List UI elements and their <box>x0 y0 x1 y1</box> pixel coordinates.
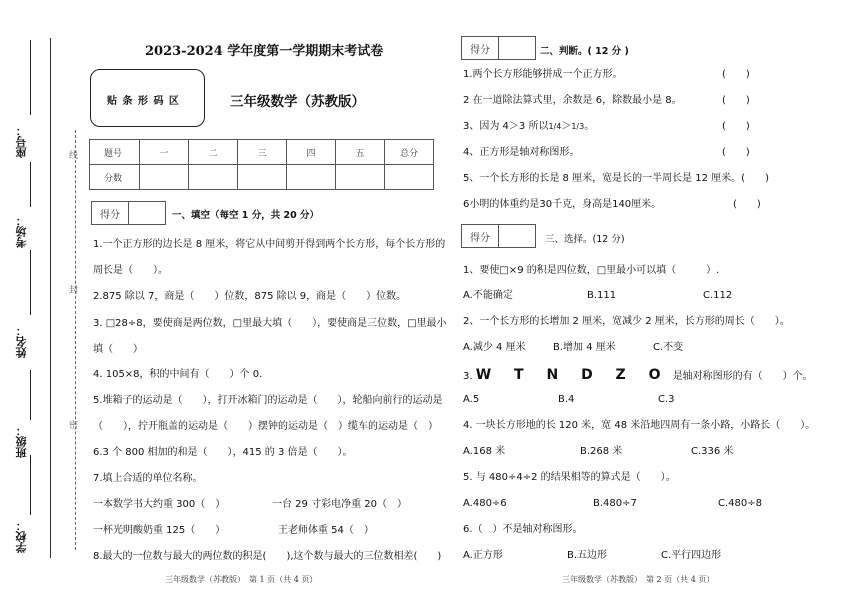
score-table <box>89 139 434 190</box>
judge-paren[interactable]: ( ) <box>722 147 750 158</box>
table-cell[interactable] <box>385 165 434 190</box>
choice-question: 6.（ ）不是轴对称图形。 <box>463 524 583 535</box>
judge-paren[interactable]: ( ) <box>733 199 761 210</box>
question-line: 8.最大的一位数与最大的两位数的积是( ),这个数与最大的三位数相差( ) <box>93 551 442 562</box>
seal-secret-text: 密 <box>67 420 77 429</box>
score-table-score-row <box>90 165 434 190</box>
fraction: 1/3 <box>571 122 585 131</box>
room-underline <box>30 162 31 207</box>
question-line: 1.一个正方形的边长是 8 厘米，将它从中间剪开得到两个长方形，每个长方形的 <box>93 239 446 250</box>
question-line: 周长是（ ）。 <box>93 265 168 276</box>
barcode-area <box>90 69 205 127</box>
choice-option[interactable]: B.268 米 <box>580 446 623 457</box>
choice-option[interactable]: B.111 <box>587 290 617 301</box>
score-box-label: 得分 <box>462 225 499 247</box>
judge-paren[interactable]: ( ) <box>722 69 750 80</box>
score-box-blank[interactable] <box>499 37 535 59</box>
choice-option[interactable]: B.五边形 <box>567 550 608 561</box>
judge-item: 5、一个长方形的长是 8 厘米，宽是长的一半周长是 12 厘米。( ) <box>463 173 769 184</box>
unit-item: 一台 29 寸彩电净重 20（ ） <box>272 499 407 510</box>
table-cell: 四 <box>287 140 336 165</box>
choice-option[interactable]: B.480÷7 <box>593 498 637 509</box>
page-footer-right: 三年级数学（苏教版） 第 2 页（共 4 页） <box>562 575 715 584</box>
score-box-label: 得分 <box>92 202 129 224</box>
table-cell: 三 <box>238 140 287 165</box>
letters-display: W T N D Z O <box>475 367 670 383</box>
choice-option[interactable]: A.480÷6 <box>463 498 507 509</box>
section2-heading: 二、判断。( 12 分 ) <box>540 46 629 57</box>
table-cell: 题号 <box>90 140 140 165</box>
table-cell[interactable] <box>287 165 336 190</box>
class-underline <box>30 370 31 420</box>
question-number: 3. <box>463 371 473 382</box>
judge-item: 3、因为 4＞3 所以1/4＞1/3。 <box>463 121 595 132</box>
question-line: 4. 105×8，积的中间有（ ）个 0. <box>93 369 263 380</box>
page-footer-left: 三年级数学（苏教版） 第 1 页（共 4 页） <box>165 575 318 584</box>
choice-option[interactable]: A.正方形 <box>463 550 503 561</box>
judge-paren[interactable]: ( ) <box>722 121 750 132</box>
choice-question: 5. 与 480÷4÷2 的结果相等的算式是（ ）。 <box>463 472 676 483</box>
subject-title: 三年级数学（苏教版） <box>230 94 365 110</box>
score-box-section2 <box>461 36 536 60</box>
question-line: 3. □28÷8，要使商是两位数，□里最大填（ ），要使商是三位数，□里最小 <box>93 318 447 329</box>
judge-item: 6小明的体重约是30千克，身高是140厘米。 <box>463 199 662 210</box>
table-cell: 总分 <box>385 140 434 165</box>
binding-line-dashed <box>75 130 76 550</box>
question-line: （ ），拧开瓶盖的运动是（ ）摆钟的运动是（ ）缆车的运动是（ ） <box>93 421 438 432</box>
choice-question: 2、一个长方形的长增加 2 厘米，宽减少 2 厘米，长方形的周长（ ）。 <box>463 316 790 327</box>
seat-underline <box>30 40 31 115</box>
table-cell[interactable] <box>238 165 287 190</box>
binding-line <box>50 38 51 558</box>
table-cell: 二 <box>189 140 238 165</box>
choice-option[interactable]: A.168 米 <box>463 446 506 457</box>
judge-item: 1.两个长方形能够拼成一个正方形。 <box>463 69 623 80</box>
question-line: 填（ ） <box>93 344 143 355</box>
choice-option[interactable]: C.336 米 <box>691 446 734 457</box>
question-line: 2.875 除以 7，商是（ ）位数，875 除以 9，商是（ ）位数。 <box>93 291 407 302</box>
score-box-blank[interactable] <box>129 202 165 224</box>
choice-option[interactable]: C.平行四边形 <box>661 550 722 561</box>
judge-item: 2 在一道除法算式里，余数是 6，除数最小是 8。 <box>463 95 682 106</box>
table-cell[interactable] <box>189 165 238 190</box>
judge-paren[interactable]: ( ) <box>722 95 750 106</box>
school-label: 学校： <box>15 520 28 553</box>
table-cell: 五 <box>336 140 385 165</box>
choice-option[interactable]: B.4 <box>558 394 575 405</box>
table-cell[interactable] <box>336 165 385 190</box>
choice-option[interactable]: C.不变 <box>653 342 684 353</box>
unit-item: 王老师体重 54（ ） <box>278 525 374 536</box>
choice-option[interactable]: A.5 <box>463 394 480 405</box>
name-label: 姓名： <box>15 325 28 358</box>
question-line: 6.3 个 800 相加的和是（ ），415 的 3 倍是（ ）。 <box>93 447 353 458</box>
score-table-header-row <box>90 140 434 165</box>
name-underline <box>30 250 31 315</box>
question-line: 7.填上合适的单位名称。 <box>93 473 203 484</box>
question-line: 5.堆箱子的运动是（ ），打开冰箱门的运动是（ ），轮船向前行的运动是 <box>93 395 443 406</box>
score-box-label: 得分 <box>462 37 499 59</box>
choice-question: 4. 一块长方形地的长 120 米，宽 48 米沿地四周有一条小路，小路长（ ）。 <box>463 420 816 431</box>
score-box-section3 <box>461 224 536 248</box>
unit-item: 一本数学书大约重 300（ ） <box>93 499 226 510</box>
judge-item: 4、正方形是轴对称图形。 <box>463 147 580 158</box>
score-box-blank[interactable] <box>499 225 535 247</box>
choice-option[interactable]: C.480÷8 <box>718 498 762 509</box>
table-cell: 一 <box>140 140 189 165</box>
seal-seal-text: 封 <box>67 285 77 294</box>
choice-option[interactable]: A.不能确定 <box>463 290 513 301</box>
seat-label: 座号： <box>15 125 28 158</box>
judge-item-text: 3、因为 4＞3 所以 <box>463 121 549 132</box>
choice-option[interactable]: B.增加 4 厘米 <box>553 342 616 353</box>
school-underline <box>30 455 31 515</box>
barcode-area-label: 贴 条 形 码 区 <box>107 96 180 107</box>
section1-heading: 一、填空（每空 1 分，共 20 分） <box>172 210 320 221</box>
choice-option[interactable]: A.减少 4 厘米 <box>463 342 526 353</box>
table-cell: 分数 <box>90 165 140 190</box>
choice-option[interactable]: C.112 <box>703 290 733 301</box>
unit-item: 一杯光明酸奶重 125（ ） <box>93 525 226 536</box>
table-cell[interactable] <box>140 165 189 190</box>
fraction: 1/4 <box>548 122 562 131</box>
page-title: 2023-2024 学年度第一学期期末考试卷 <box>145 44 384 59</box>
score-box-section1 <box>91 201 166 225</box>
room-label: 考场： <box>15 215 28 248</box>
choice-question: 1、要使□×9 的积是四位数，□里最小可以填（ ）. <box>463 265 720 276</box>
choice-question <box>463 366 813 386</box>
section3-heading: 三、选择。(12 分) <box>545 234 625 245</box>
seal-line-text: 线 <box>67 150 77 159</box>
choice-option[interactable]: C.3 <box>658 394 675 405</box>
question-text: 是轴对称图形的有（ ）个。 <box>672 371 813 382</box>
class-label: 班级： <box>15 425 28 458</box>
